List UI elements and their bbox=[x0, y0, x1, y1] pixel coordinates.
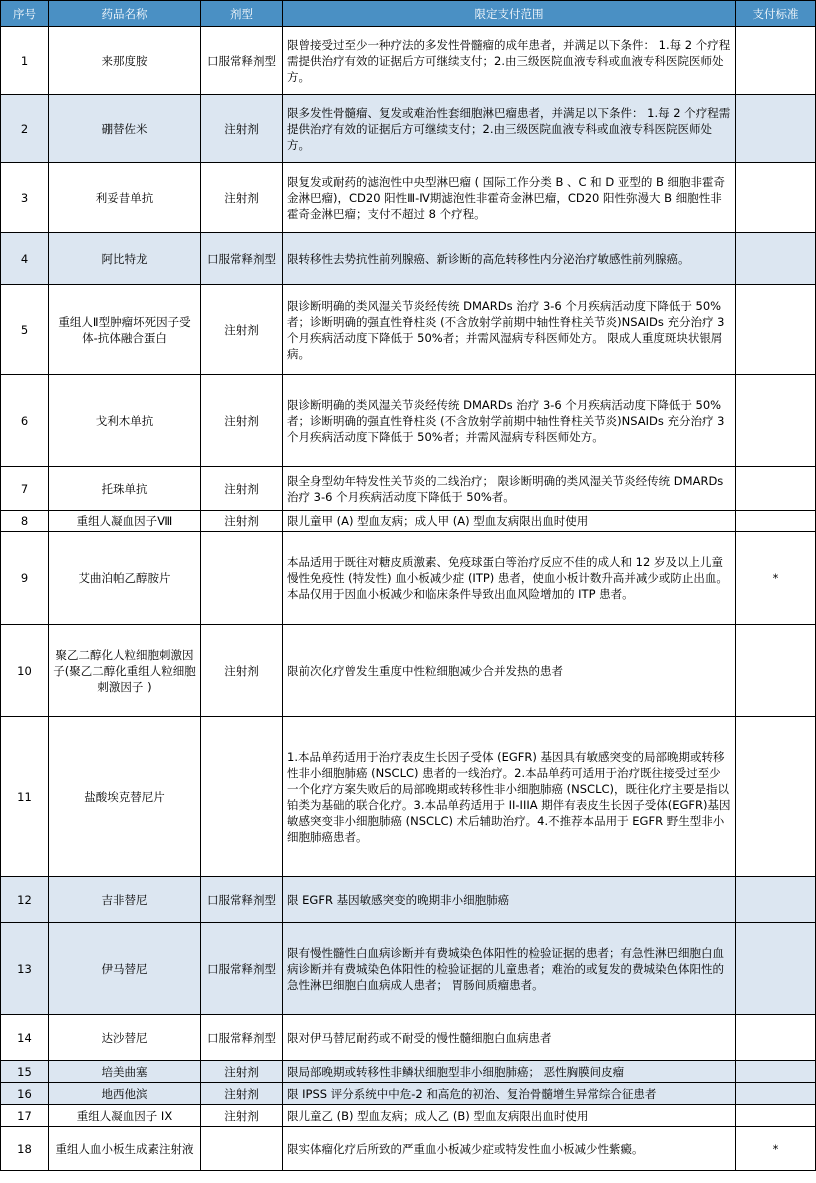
table-row bbox=[1, 375, 816, 467]
payment-standard bbox=[736, 1083, 816, 1105]
header-form: 剂型 bbox=[201, 1, 283, 27]
drug-name: 重组人血小板生成素注射液 bbox=[49, 1127, 201, 1171]
dosage-form: 口服常释剂型 bbox=[201, 233, 283, 285]
drug-name: 达沙替尼 bbox=[49, 1015, 201, 1061]
row-no: 18 bbox=[1, 1127, 49, 1171]
table-row bbox=[1, 532, 816, 625]
row-no: 17 bbox=[1, 1105, 49, 1127]
payment-scope: 限前次化疗曾发生重度中性粒细胞减少合并发热的患者 bbox=[283, 625, 736, 717]
table-row bbox=[1, 877, 816, 923]
drug-name: 地西他滨 bbox=[49, 1083, 201, 1105]
payment-scope: 限 IPSS 评分系统中中危-2 和高危的初治、复治骨髓增生异常综合征患者 bbox=[283, 1083, 736, 1105]
row-no: 9 bbox=[1, 532, 49, 625]
payment-standard bbox=[736, 1015, 816, 1061]
payment-standard bbox=[736, 1105, 816, 1127]
drug-name: 伊马替尼 bbox=[49, 923, 201, 1015]
payment-scope: 限局部晚期或转移性非鳞状细胞型非小细胞肺癌； 恶性胸膜间皮瘤 bbox=[283, 1061, 736, 1083]
payment-scope: 限诊断明确的类风湿关节炎经传统 DMARDs 治疗 3-6 个月疾病活动度下降低于 50%者；诊断明确的强直性脊柱炎 (不含放射学前期中轴性脊柱关节炎)NSAIDs 充分治疗 3 个月疾病活动度下降低于 50%者；并需风湿病专科医师处方。 bbox=[283, 375, 736, 467]
table-row bbox=[1, 1127, 816, 1171]
header-name: 药品名称 bbox=[49, 1, 201, 27]
payment-standard bbox=[736, 285, 816, 375]
dosage-form: 注射剂 bbox=[201, 375, 283, 467]
payment-scope: 限 EGFR 基因敏感突变的晚期非小细胞肺癌 bbox=[283, 877, 736, 923]
payment-scope: 限曾接受过至少一种疗法的多发性骨髓瘤的成年患者，并满足以下条件： 1.每 2 个疗程需提供治疗有效的证据后方可继续支付；2.由三级医院血液专科或血液专科医院医师处方。 bbox=[283, 27, 736, 95]
payment-standard bbox=[736, 877, 816, 923]
dosage-form: 注射剂 bbox=[201, 1061, 283, 1083]
table-row bbox=[1, 1015, 816, 1061]
row-no: 4 bbox=[1, 233, 49, 285]
row-no: 7 bbox=[1, 467, 49, 511]
header-standard: 支付标准 bbox=[736, 1, 816, 27]
drug-name: 来那度胺 bbox=[49, 27, 201, 95]
table-row bbox=[1, 467, 816, 511]
payment-scope: 限复发或耐药的滤泡性中央型淋巴瘤 ( 国际工作分类 B 、C 和 D 亚型的 B 细胞非霍奇金淋巴瘤)，CD20 阳性Ⅲ-Ⅳ期滤泡性非霍奇金淋巴瘤，CD20 阳性弥漫大 B 细胞性非霍奇金淋巴瘤；支付不超过 8 个疗程。 bbox=[283, 163, 736, 233]
payment-standard bbox=[736, 27, 816, 95]
payment-standard bbox=[736, 717, 816, 877]
row-no: 5 bbox=[1, 285, 49, 375]
drug-name: 利妥昔单抗 bbox=[49, 163, 201, 233]
header-scope: 限定支付范围 bbox=[283, 1, 736, 27]
dosage-form: 注射剂 bbox=[201, 625, 283, 717]
payment-scope: 限转移性去势抗性前列腺癌、新诊断的高危转移性内分泌治疗敏感性前列腺癌。 bbox=[283, 233, 736, 285]
drug-name: 培美曲塞 bbox=[49, 1061, 201, 1083]
table-row bbox=[1, 285, 816, 375]
payment-scope: 限儿童甲 (A) 型血友病；成人甲 (A) 型血友病限出血时使用 bbox=[283, 511, 736, 532]
dosage-form: 注射剂 bbox=[201, 285, 283, 375]
table-row bbox=[1, 27, 816, 95]
dosage-form: 口服常释剂型 bbox=[201, 1015, 283, 1061]
dosage-form: 注射剂 bbox=[201, 511, 283, 532]
dosage-form: 口服常释剂型 bbox=[201, 877, 283, 923]
dosage-form: 口服常释剂型 bbox=[201, 923, 283, 1015]
table-row bbox=[1, 95, 816, 163]
payment-scope: 限多发性骨髓瘤、复发或难治性套细胞淋巴瘤患者，并满足以下条件： 1.每 2 个疗程需提供治疗有效的证据后方可继续支付；2.由三级医院血液专科或血液专科医院医师处方。 bbox=[283, 95, 736, 163]
table-row bbox=[1, 511, 816, 532]
row-no: 13 bbox=[1, 923, 49, 1015]
table-row bbox=[1, 717, 816, 877]
payment-standard bbox=[736, 923, 816, 1015]
drug-name: 艾曲泊帕乙醇胺片 bbox=[49, 532, 201, 625]
row-no: 11 bbox=[1, 717, 49, 877]
dosage-form: 注射剂 bbox=[201, 1105, 283, 1127]
payment-scope: 限对伊马替尼耐药或不耐受的慢性髓细胞白血病患者 bbox=[283, 1015, 736, 1061]
dosage-form bbox=[201, 717, 283, 877]
row-no: 3 bbox=[1, 163, 49, 233]
table-row bbox=[1, 1083, 816, 1105]
payment-scope: 本品适用于既往对糖皮质激素、免疫球蛋白等治疗反应不佳的成人和 12 岁及以上儿童慢性免疫性 (特发性) 血小板减少症 (ITP) 患者，使血小板计数升高并减少或防止出血。本品仅用于因血小板减少和临床条件导致出血风险增加的 ITP 患者。 bbox=[283, 532, 736, 625]
payment-standard bbox=[736, 625, 816, 717]
table-row bbox=[1, 1105, 816, 1127]
payment-standard bbox=[736, 95, 816, 163]
payment-standard: * bbox=[736, 1127, 816, 1171]
header-no: 序号 bbox=[1, 1, 49, 27]
payment-scope: 限儿童乙 (B) 型血友病；成人乙 (B) 型血友病限出血时使用 bbox=[283, 1105, 736, 1127]
payment-standard: * bbox=[736, 532, 816, 625]
drug-name: 盐酸埃克替尼片 bbox=[49, 717, 201, 877]
drug-name: 硼替佐米 bbox=[49, 95, 201, 163]
row-no: 10 bbox=[1, 625, 49, 717]
drug-name: 聚乙二醇化人粒细胞刺激因子(聚乙二醇化重组人粒细胞刺激因子 ) bbox=[49, 625, 201, 717]
payment-standard bbox=[736, 1061, 816, 1083]
payment-scope: 限实体瘤化疗后所致的严重血小板减少症或特发性血小板减少性紫癜。 bbox=[283, 1127, 736, 1171]
drug-name: 托珠单抗 bbox=[49, 467, 201, 511]
row-no: 12 bbox=[1, 877, 49, 923]
dosage-form bbox=[201, 1127, 283, 1171]
payment-standard bbox=[736, 467, 816, 511]
payment-scope: 限全身型幼年特发性关节炎的二线治疗； 限诊断明确的类风湿关节炎经传统 DMARDs 治疗 3-6 个月疾病活动度下降低于 50%者。 bbox=[283, 467, 736, 511]
drug-name: 吉非替尼 bbox=[49, 877, 201, 923]
dosage-form: 注射剂 bbox=[201, 95, 283, 163]
dosage-form bbox=[201, 532, 283, 625]
payment-scope: 限有慢性髓性白血病诊断并有费城染色体阳性的检验证据的患者；有急性淋巴细胞白血病诊断并有费城染色体阳性的检验证据的儿童患者；难治的或复发的费城染色体阳性的急性淋巴细胞白血病成人患者； 胃肠间质瘤患者。 bbox=[283, 923, 736, 1015]
table-row bbox=[1, 625, 816, 717]
payment-standard bbox=[736, 375, 816, 467]
drug-name: 重组人凝血因子Ⅷ bbox=[49, 511, 201, 532]
row-no: 14 bbox=[1, 1015, 49, 1061]
table-row bbox=[1, 923, 816, 1015]
payment-standard bbox=[736, 233, 816, 285]
dosage-form: 口服常释剂型 bbox=[201, 27, 283, 95]
row-no: 15 bbox=[1, 1061, 49, 1083]
table-row bbox=[1, 163, 816, 233]
drug-name: 重组人凝血因子 IX bbox=[49, 1105, 201, 1127]
dosage-form: 注射剂 bbox=[201, 163, 283, 233]
row-no: 16 bbox=[1, 1083, 49, 1105]
payment-standard bbox=[736, 163, 816, 233]
row-no: 2 bbox=[1, 95, 49, 163]
row-no: 1 bbox=[1, 27, 49, 95]
drug-name: 重组人Ⅱ型肿瘤坏死因子受体-抗体融合蛋白 bbox=[49, 285, 201, 375]
row-no: 8 bbox=[1, 511, 49, 532]
table-row bbox=[1, 1061, 816, 1083]
dosage-form: 注射剂 bbox=[201, 467, 283, 511]
row-no: 6 bbox=[1, 375, 49, 467]
header-row bbox=[1, 1, 816, 27]
payment-standard bbox=[736, 511, 816, 532]
payment-scope: 1.本品单药适用于治疗表皮生长因子受体 (EGFR) 基因具有敏感突变的局部晚期或转移性非小细胞肺癌 (NSCLC) 患者的一线治疗。2.本品单药可适用于治疗既往接受过至少一个化疗方案失败后的局部晚期或转移性非小细胞肺癌 (NSCLC)，既往化疗主要是指以铂类为基础的联合化疗。3.本品单药适用于 II-IIIA 期伴有表皮生长因子受体(EGFR)基因敏感突变非小细胞肺癌 (NSCLC) 术后辅助治疗。4.不推荐本品用于 EGFR 野生型非小细胞肺癌患者。 bbox=[283, 717, 736, 877]
dosage-form: 注射剂 bbox=[201, 1083, 283, 1105]
drug-name: 戈利木单抗 bbox=[49, 375, 201, 467]
payment-scope: 限诊断明确的类风湿关节炎经传统 DMARDs 治疗 3-6 个月疾病活动度下降低于 50%者；诊断明确的强直性脊柱炎 (不含放射学前期中轴性脊柱关节炎)NSAIDs 充分治疗 3 个月疾病活动度下降低于 50%者；并需风湿病专科医师处方。 限成人重度斑块状银屑病。 bbox=[283, 285, 736, 375]
table-row bbox=[1, 233, 816, 285]
drug-name: 阿比特龙 bbox=[49, 233, 201, 285]
